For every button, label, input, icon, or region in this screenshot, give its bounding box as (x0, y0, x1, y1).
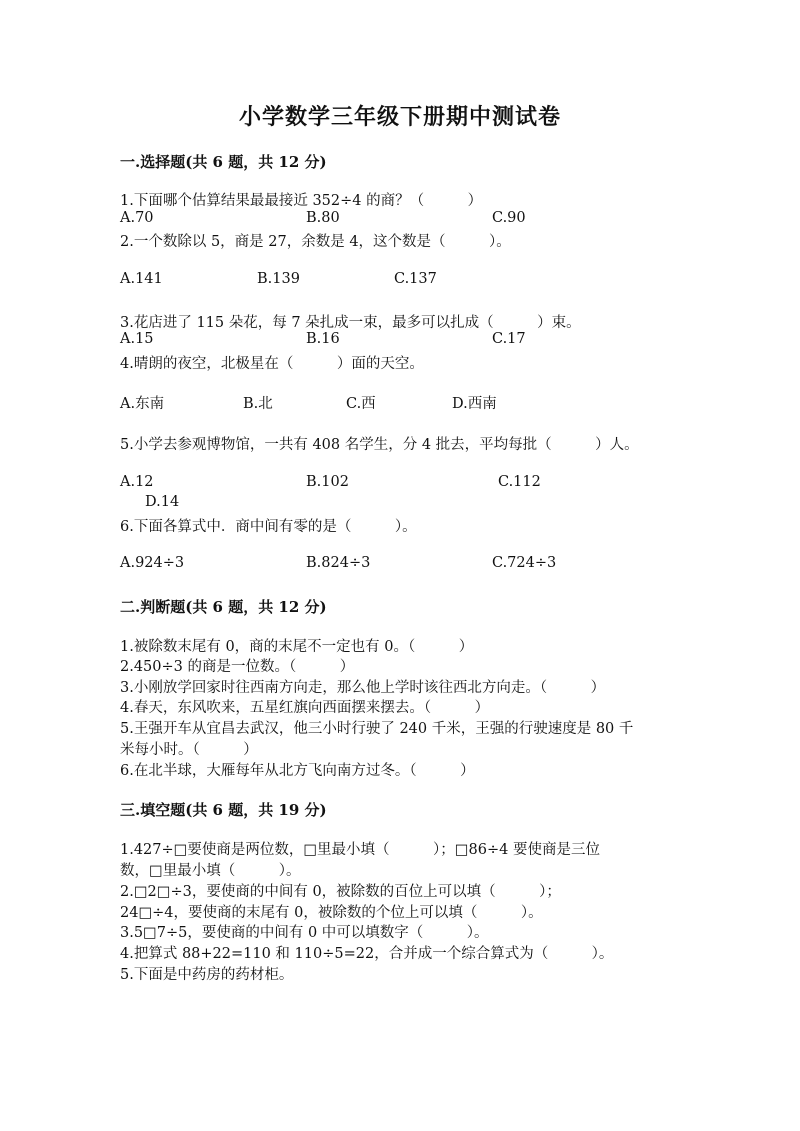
section-heading: 二.判断题(共 6 题，共 12 分) (120, 598, 327, 616)
option-b: B.16 (306, 331, 340, 347)
question-stem: 2.一个数除以 5，商是 27，余数是 4，这个数是（ ）。 (120, 234, 511, 250)
section-heading: 三.填空题(共 6 题，共 19 分) (120, 801, 327, 819)
judgement-line: 5.王强开车从宜昌去武汉，他三小时行驶了 240 千米，王强的行驶速度是 80 千 (120, 721, 634, 737)
fill-line: 24□÷4，要使商的末尾有 0，被除数的个位上可以填（ ）。 (120, 905, 543, 921)
option-b: B.80 (306, 210, 340, 226)
option-a: A.924÷3 (120, 555, 185, 571)
option-b: B.102 (306, 474, 349, 490)
question-stem: 4.晴朗的夜空，北极星在（ ）面的天空。 (120, 356, 424, 372)
page-title: 小学数学三年级下册期中测试卷 (238, 104, 561, 130)
question-stem: 6.下面各算式中．商中间有零的是（ ）。 (120, 519, 417, 535)
judgement-line: 2.450÷3 的商是一位数。（ ） (120, 659, 355, 675)
option-c: C.112 (498, 474, 541, 490)
option-c: C.西 (346, 396, 376, 412)
option-d: D.西南 (452, 396, 497, 412)
option-c: C.90 (492, 210, 526, 226)
judgement-line: 1.被除数末尾有 0，商的末尾不一定也有 0。（ ） (120, 639, 474, 655)
fill-line: 2.□2□÷3，要使商的中间有 0，被除数的百位上可以填（ ）； (120, 884, 561, 900)
option-a: A.70 (120, 210, 154, 226)
option-a: A.12 (120, 474, 154, 490)
option-c: C.137 (394, 271, 437, 287)
option-a: A.141 (120, 271, 163, 287)
fill-line: 1.427÷□要使商是两位数，□里最小填（ ）；□86÷4 要使商是三位 (120, 842, 600, 858)
fill-line: 数，□里最小填（ ）。 (120, 863, 301, 879)
option-a: A.15 (120, 331, 154, 347)
fill-line: 5.下面是中药房的药材柜。 (120, 967, 294, 983)
judgement-line: 6.在北半球，大雁每年从北方飞向南方过冬。（ ） (120, 763, 475, 779)
option-d: D.14 (145, 494, 180, 510)
option-c: C.17 (492, 331, 526, 347)
question-stem: 1.下面哪个估算结果最最接近 352÷4 的商？（ ） (120, 193, 483, 209)
judgement-line: 3.小刚放学回家时往西南方向走，那么他上学时该往西北方向走。（ ） (120, 680, 606, 696)
option-b: B.北 (243, 396, 273, 412)
fill-line: 3.5□7÷5，要使商的中间有 0 中可以填数字（ ）。 (120, 925, 489, 941)
option-c: C.724÷3 (492, 555, 557, 571)
judgement-line: 米每小时。（ ） (120, 742, 258, 758)
option-b: B.139 (257, 271, 300, 287)
judgement-line: 4.春天，东风吹来，五星红旗向西面摆来摆去。（ ） (120, 700, 490, 716)
question-stem: 3.花店进了 115 朵花，每 7 朵扎成一束，最多可以扎成（ ）束。 (120, 315, 581, 331)
option-b: B.824÷3 (306, 555, 371, 571)
section-heading: 一.选择题(共 6 题，共 12 分) (120, 153, 327, 171)
fill-line: 4.把算式 88+22=110 和 110÷5=22，合并成一个综合算式为（ ）。 (120, 946, 614, 962)
option-a: A.东南 (120, 396, 165, 412)
question-stem: 5.小学去参观博物馆，一共有 408 名学生，分 4 批去，平均每批（ ）人。 (120, 437, 639, 453)
